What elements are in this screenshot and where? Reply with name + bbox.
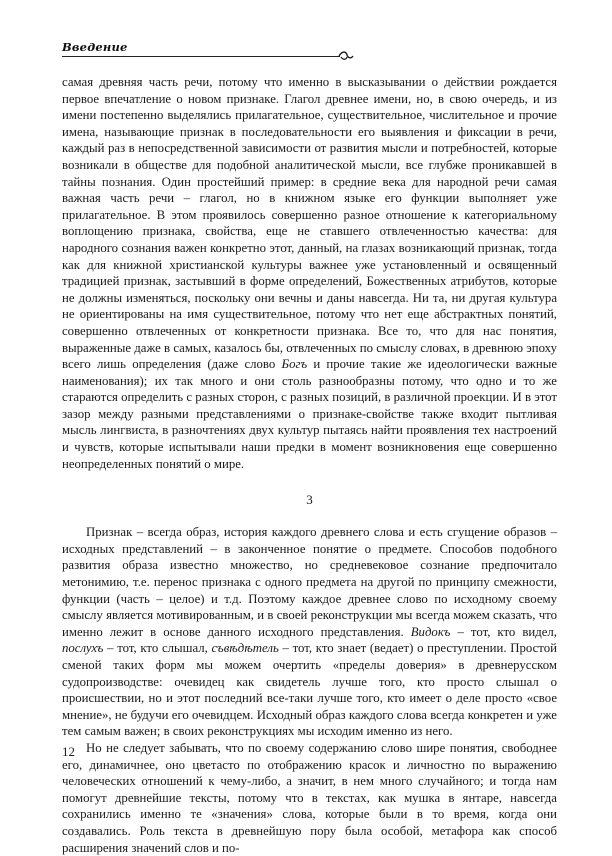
paragraph-2-text: Признак – всегда образ, история каждого древнего слова и есть сгущение образов – исходных представлений – в законченное понятие о предмете. Способов подобного развития образа известно множество, но средневековое сознание предпочитало метонимию, т.е. перенос признака с одного предмета на другой по принципу смежности, функции (часть – целое) и т.д. Поэтому каждое древнее слово по исходному своему смыслу является мотивированным, и в своей реконструкции мы всегда можем сказать, что именно лежит в основе данного исходного представления.	[62, 525, 557, 639]
header-rule	[62, 56, 340, 57]
header-ornament-icon	[338, 50, 354, 62]
paragraph-2	[62, 524, 557, 740]
paragraph-3: Но не следует забывать, что по своему содержанию слово шире понятия, свободнее его, динамичнее, оно цветасто по отображению красок и личностно по выражению человеческих отношений к чему-либо, а значит, в нем много случайного; и тогда нам помогут древнейшие тексты, потому что в текстах, как мушка в янтаре, навсегда сохранились именно те «значения» слова, которые были в то время, когда они создавались. Роль текста в древнейшую пору была особой, метафора как способ расширения значений слов и по-	[62, 740, 557, 855]
body-text	[62, 74, 557, 856]
paragraph-1-text-cont: и прочие такие же идеологически важные наименования); их так много и они столь разнообразны потому, что одно и то же стараются определить с разных сторон, с разных позиций, в различной проекции. И в этот зазор между разными представлениями о признаке-свойстве также входит пытливая мысль лингвиста, в разночтениях двух культур пытаясь найти проявления тех настроений и чувств, которые испытывали наши предки в момент возникновения еще совершенно неопределенных понятий о мире.	[62, 357, 557, 471]
paragraph-2-text-c: – тот, кто слышал,	[103, 641, 212, 656]
italic-term-bog: Богъ	[281, 357, 308, 372]
italic-term-svedetel: съвѣдѣтель	[211, 641, 279, 656]
running-header	[62, 40, 557, 62]
section-number: 3	[306, 492, 313, 508]
page-number: 12	[62, 744, 75, 759]
paragraph-2-text-b: – тот, кто видел,	[450, 624, 557, 639]
italic-term-poslukh: послухъ	[62, 641, 104, 656]
running-header-title: Введение	[62, 40, 128, 54]
paragraph-1-text: самая древняя часть речи, потому что именно в высказывании о действии рождается первое впечатление о новом признаке. Глагол древнее имени, но, в свою очередь, и из имени постепенно выделялись прилагательное, существительное, числительное и прочие имена, называющие признак в последовательности его выявления и фиксации в речи, каждый раз в непосредственной зависимости от развития мысли и потребностей, которые возникали в обществе для подобной аналитической мысли, все глубже проникавшей в тайны познания. Один простейший пример: в средние века для народной речи самая важная часть речи – глагол, но в книжном языке его функции выполняет уже прилагательное. В этом проявилось совершенно разное отношение к категориальному воплощению признака, свойства, еще не ставшего отвлеченностью качества: для народного сознания важен конкретно этот, данный, на глазах возникающий признак, тогда как для книжной христианской культуры важнее уже установленный и освященный традицией признак, застывший в форме определений, Божественных атрибутов, которые не должны изменяться, поскольку они вечны и даны навсегда. Ни та, ни другая культура не ориентированы на имя существительное, потому что нет еще абстрактных понятий, совершенно отвлеченных от конкретности признака. Все то, что для нас понятия, выраженные даже в самых, казалось бы, отвлеченных по смыслу словах, в древнюю эпоху всего лишь определения (даже слово	[62, 75, 557, 372]
paragraph-2-text-d: – тот, кто знает (ведает) о преступлении. Простой сменой таких форм мы можем очертить «пределы доверия» в древнерусском судопроизводстве: очевидец как свидетель лучше того, кто просто слышал о происшествии, но и этот последний все-таки лучше того, кто имеет о деле просто «свое мнение», не будучи его очевидцем. Исходный образ каждого слова всегда конкретен и уже тем самым важен; в своих реконструкциях мы исходим именно из него.	[62, 641, 557, 739]
paragraph-1	[62, 74, 557, 472]
italic-term-vidok: Видокъ	[410, 624, 451, 639]
